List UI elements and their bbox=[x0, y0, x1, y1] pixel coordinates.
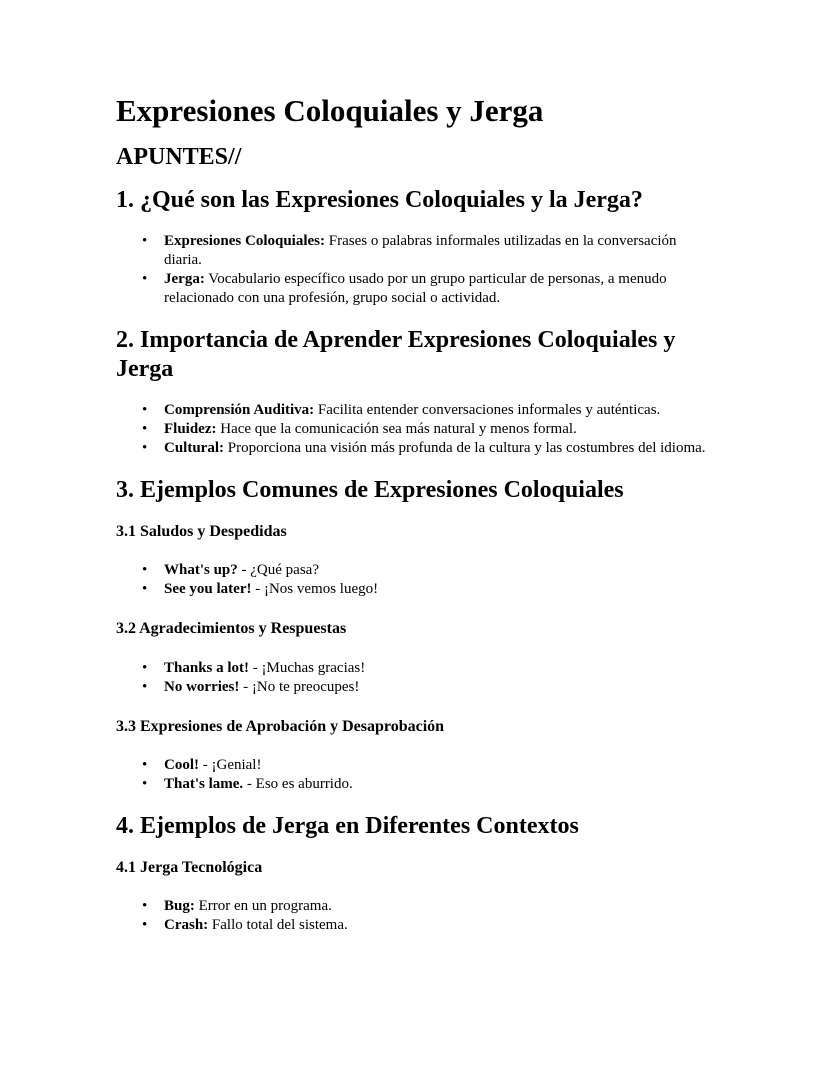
bullet-list bbox=[116, 232, 716, 308]
list-item bbox=[164, 270, 716, 308]
section-heading: 1. ¿Qué son las Expresiones Coloquiales y la Jerga? bbox=[116, 186, 643, 213]
bullet-list bbox=[116, 659, 716, 697]
section-heading: 4. Ejemplos de Jerga en Diferentes Contextos bbox=[116, 812, 579, 839]
list-item-term: Thanks a lot! bbox=[164, 659, 250, 676]
subsection-heading: 4.1 Jerga Tecnológica bbox=[116, 859, 263, 877]
list-item-term: Bug: bbox=[164, 898, 195, 915]
list-item-text: Vocabulario específico usado por un grupo particular de personas, a menudo relacionado con una profesión, grupo social o actividad. bbox=[164, 271, 667, 307]
list-item bbox=[164, 561, 716, 580]
document-subtitle: APUNTES// bbox=[116, 144, 242, 171]
list-item-text: Proporciona una visión más profunda de la cultura y las costumbres del idioma. bbox=[224, 439, 706, 456]
list-item-text: Frases o palabras informales utilizadas en la conversación diaria. bbox=[164, 233, 677, 269]
bullet-list bbox=[116, 897, 716, 935]
list-item bbox=[164, 916, 716, 935]
bullet-list bbox=[116, 561, 716, 599]
subsection-heading: 3.1 Saludos y Despedidas bbox=[116, 523, 287, 541]
list-item-term: Comprensión Auditiva: bbox=[164, 401, 315, 418]
list-item bbox=[164, 756, 716, 775]
list-item-term: See you later! bbox=[164, 581, 252, 598]
list-item bbox=[164, 897, 716, 916]
subsection-heading: 3.2 Agradecimientos y Respuestas bbox=[116, 620, 347, 638]
list-item-term: Cultural: bbox=[164, 439, 224, 456]
list-item-text: - ¡Genial! bbox=[199, 756, 262, 773]
list-item-text: Facilita entender conversaciones informales y auténticas. bbox=[314, 401, 661, 418]
list-item-term: Fluidez: bbox=[164, 420, 217, 437]
list-item bbox=[164, 775, 716, 794]
list-item-term: Expresiones Coloquiales: bbox=[164, 233, 325, 250]
list-item bbox=[164, 232, 716, 270]
section-heading: 2. Importancia de Aprender Expresiones Coloquiales y Jerga bbox=[116, 327, 676, 382]
list-item-text: Error en un programa. bbox=[194, 898, 332, 915]
list-item-text: Fallo total del sistema. bbox=[208, 917, 348, 934]
list-item-text: Hace que la comunicación sea más natural y menos formal. bbox=[216, 420, 577, 437]
list-item-text: - ¡Nos vemos luego! bbox=[251, 581, 379, 598]
list-item-term: That's lame. bbox=[164, 775, 244, 792]
list-item-text: - ¡No te preocupes! bbox=[239, 678, 360, 695]
list-item-text: - Eso es aburrido. bbox=[243, 775, 353, 792]
list-item-term: Cool! bbox=[164, 756, 199, 773]
list-item-term: No worries! bbox=[164, 678, 240, 695]
list-item-term: What's up? bbox=[164, 562, 238, 579]
list-item bbox=[164, 580, 716, 599]
document-page bbox=[116, 92, 716, 953]
list-item bbox=[164, 659, 716, 678]
list-item-text: - ¡Muchas gracias! bbox=[249, 659, 366, 676]
section-heading: 3. Ejemplos Comunes de Expresiones Coloquiales bbox=[116, 476, 624, 503]
list-item bbox=[164, 401, 716, 420]
document-title: Expresiones Coloquiales y Jerga bbox=[116, 93, 544, 128]
list-item-text: - ¿Qué pasa? bbox=[237, 562, 319, 579]
subsection-heading: 3.3 Expresiones de Aprobación y Desaprobación bbox=[116, 717, 445, 735]
list-item-term: Jerga: bbox=[164, 271, 205, 288]
list-item bbox=[164, 439, 716, 458]
list-item bbox=[164, 420, 716, 439]
bullet-list bbox=[116, 401, 716, 458]
bullet-list bbox=[116, 756, 716, 794]
list-item bbox=[164, 678, 716, 697]
list-item-term: Crash: bbox=[164, 917, 209, 934]
